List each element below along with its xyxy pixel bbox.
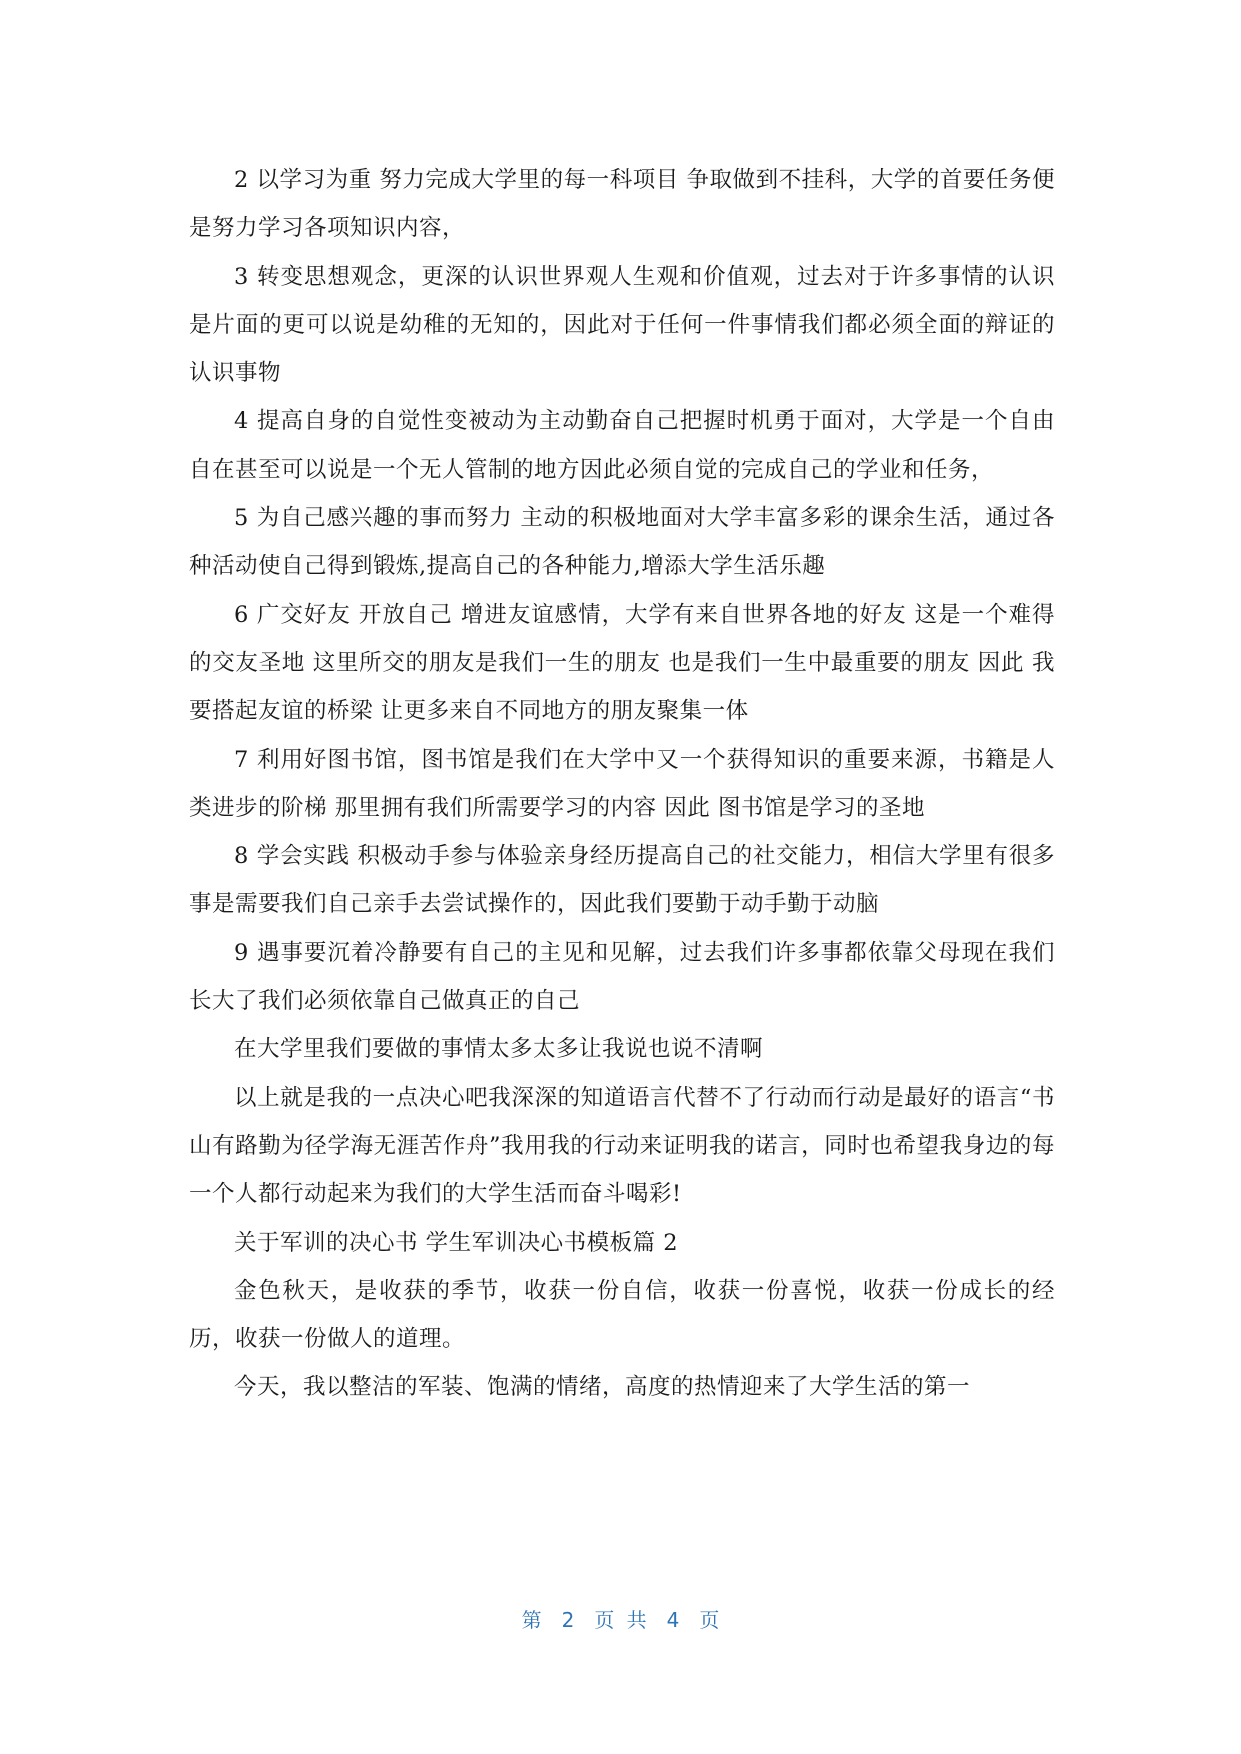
paragraph-item-3: 3 转变思想观念，更深的认识世界观人生观和价值观，过去对于许多事情的认识是片面的更可以说是幼稚的无知的，因此对于任何一件事情我们都必须全面的辩证的认识事物: [189, 263, 1055, 387]
paragraph-summary: 在大学里我们要做的事情太多太多让我说也说不清啊: [234, 1036, 764, 1063]
paragraph-autumn: 金色秋天，是收获的季节，收获一份自信，收获一份喜悦，收获一份成长的经历，收获一份做人的道理。: [189, 1277, 1055, 1353]
paragraph-item-9: 9 遇事要沉着冷静要有自己的主见和见解，过去我们许多事都依靠父母现在我们长大了我们必须依靠自己做真正的自己: [189, 939, 1055, 1015]
paragraph-item-2: 2 以学习为重 努力完成大学里的每一科项目 争取做到不挂科，大学的首要任务便是努力学习各项知识内容，: [189, 167, 1055, 242]
document-body: [189, 156, 1055, 1412]
footer-suffix: 页: [699, 1608, 720, 1632]
paragraph-closing: 以上就是我的一点决心吧我深深的知道语言代替不了行动而行动是最好的语言“书山有路勤为径学海无涯苦作舟”我用我的行动来证明我的诺言，同时也希望我身边的每一个人都行动起来为我们的大学生活而奋斗喝彩!: [189, 1084, 1055, 1208]
footer-current-page: 2: [561, 1608, 575, 1632]
footer-middle: 页 共: [594, 1608, 647, 1632]
footer-prefix: 第: [521, 1608, 542, 1632]
paragraph-item-4: 4 提高自身的自觉性变被动为主动勤奋自己把握时机勇于面对，大学是一个自由自在甚至可以说是一个无人管制的地方因此必须自觉的完成自己的学业和任务，: [189, 408, 1055, 483]
section-heading: 关于军训的决心书 学生军训决心书模板篇 2: [234, 1229, 679, 1256]
footer-total-pages: 4: [666, 1608, 680, 1632]
paragraph-item-7: 7 利用好图书馆，图书馆是我们在大学中又一个获得知识的重要来源，书籍是人类进步的阶梯 那里拥有我们所需要学习的内容 因此 图书馆是学习的圣地: [189, 746, 1055, 821]
page-footer: [0, 1604, 1241, 1633]
paragraph-item-6: 6 广交好友 开放自己 增进友谊感情，大学有来自世界各地的好友 这是一个难得的交友圣地 这里所交的朋友是我们一生的朋友 也是我们一生中最重要的朋友 因此 我要搭起友谊的桥梁 让更多来自不同地方的朋友聚集一体: [189, 601, 1055, 725]
paragraph-item-8: 8 学会实践 积极动手参与体验亲身经历提高自己的社交能力，相信大学里有很多事是需要我们自己亲手去尝试操作的，因此我们要勤于动手勤于动脑: [189, 843, 1055, 918]
paragraph-today: 今天，我以整洁的军装、饱满的情绪，高度的热情迎来了大学生活的第一: [234, 1374, 971, 1401]
paragraph-item-5: 5 为自己感兴趣的事而努力 主动的积极地面对大学丰富多彩的课余生活，通过各种活动使自己得到锻炼,提高自己的各种能力,增添大学生活乐趣: [189, 505, 1055, 580]
